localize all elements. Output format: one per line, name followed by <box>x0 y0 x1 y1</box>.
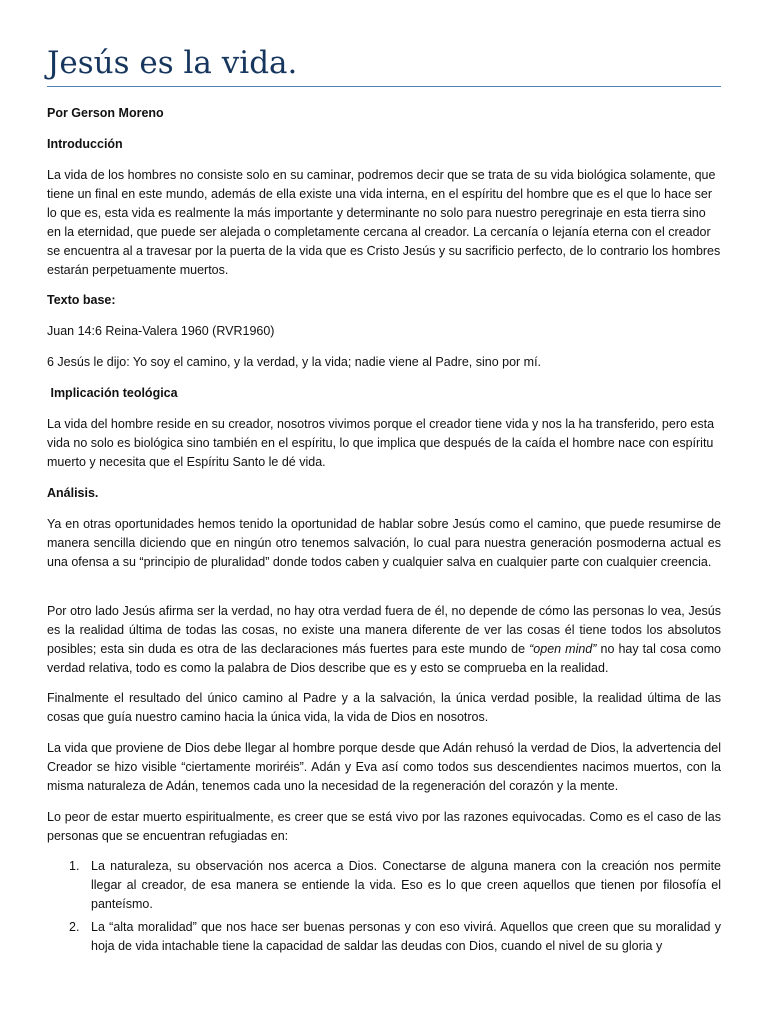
document-title: Jesús es la vida. <box>47 45 298 81</box>
list-item <box>47 918 721 956</box>
analysis-heading: Análisis. <box>47 486 99 500</box>
author-line: Por Gerson Moreno <box>47 106 164 120</box>
list-number: 1. <box>69 859 80 873</box>
open-mind-emphasis: “open mind” <box>529 642 597 656</box>
implication-heading: Implicación teológica <box>47 386 178 400</box>
base-text-reference: Juan 14:6 Reina-Valera 1960 (RVR1960) <box>47 324 275 338</box>
title-underline <box>47 86 721 87</box>
list-text: La “alta moralidad” que nos hace ser buenas personas y con eso vivirá. Aquellos que creen que su moralidad y hoja de vida intachable tiene la capacidad de saldar las deudas con Dios, cuando el nivel de su gloria y <box>91 920 721 953</box>
analysis-paragraph-5: Lo peor de estar muerto espiritualmente, es creer que se está vivo por las razones equivocadas. Como es el caso de las personas que se encuentran refugiadas en: <box>47 810 721 843</box>
analysis-paragraph-3: Finalmente el resultado del único camino al Padre y a la salvación, la única verdad posible, la realidad última de las cosas que guía nuestro camino hacia la única vida, la vida de Dios en nosotros. <box>47 691 721 724</box>
analysis-paragraph-1: Ya en otras oportunidades hemos tenido la oportunidad de hablar sobre Jesús como el camino, que puede resumirse de manera sencilla diciendo que en ningún otro tenemos salvación, lo cual para nuestra generación posmoderna actual es una ofensa a su “principio de pluralidad” donde todos caben y cualquier salva en cualquier parte con cualquier creencia. <box>47 517 721 569</box>
base-text-heading: Texto base: <box>47 293 116 307</box>
refuge-list <box>47 857 721 960</box>
analysis-paragraph-2 <box>47 602 721 678</box>
analysis-paragraph-4: La vida que proviene de Dios debe llegar al hombre porque desde que Adán rehusó la verdad de Dios, la advertencia del Creador se hizo visible “ciertamente moriréis”. Adán y Eva así como todos sus descendientes nacimos muertos, con la misma naturaleza de Adán, tenemos cada uno la necesidad de la regeneración del corazón y la mente. <box>47 741 721 793</box>
list-item <box>47 857 721 914</box>
list-text: La naturaleza, su observación nos acerca a Dios. Conectarse de alguna manera con la creación nos permite llegar al creador, de esa manera se entiende la vida. Eso es lo que creen aquellos que tienen por filosofía el panteísmo. <box>91 859 721 911</box>
analysis-paragraph-2-end: no hay tal cosa como verdad relativa, todo es como la palabra de Dios describe que es y esto se comprueba en la realidad. <box>47 642 721 675</box>
intro-heading: Introducción <box>47 137 123 151</box>
list-number: 2. <box>69 920 80 934</box>
base-text-verse: 6 Jesús le dijo: Yo soy el camino, y la verdad, y la vida; nadie viene al Padre, sino por mí. <box>47 355 542 369</box>
implication-paragraph: La vida del hombre reside en su creador, nosotros vivimos porque el creador tiene vida y nos la ha transferido, pero esta vida no solo es biológica sino también en el espíritu, lo que implica que después de la caída el hombre nace con espíritu muerto y necesita que el Espíritu Santo le dé vida. <box>47 417 715 469</box>
analysis-paragraph-2-start: Por otro lado Jesús afirma ser la verdad, no hay otra verdad fuera de él, no depende de cómo las personas lo vea, Jesús es la realidad última de todas las cosas, no existe una manera diferente de ver las cosas él tiene todos los absolutos posibles; esta sin duda es otra de las declaraciones más fuertes para este mundo de <box>47 604 721 656</box>
intro-paragraph: La vida de los hombres no consiste solo en su caminar, podremos decir que se trata de su vida biológica solamente, que tiene un final en este mundo, además de ella existe una vida interna, en el espíritu del hombre que es el que lo hace ser lo que es, esta vida es realmente la más importante y determinante no solo para nuestro peregrinaje en esta tierra sino en la eternidad, que puede ser alejada o completamente cercana al creador. La cercanía o lejanía eterna con el creador se encuentra al a travesar por la puerta de la vida que es Cristo Jesús y su sacrificio perfecto, de lo contrario los hombres estarán perpetuamente muertos. <box>47 168 721 277</box>
